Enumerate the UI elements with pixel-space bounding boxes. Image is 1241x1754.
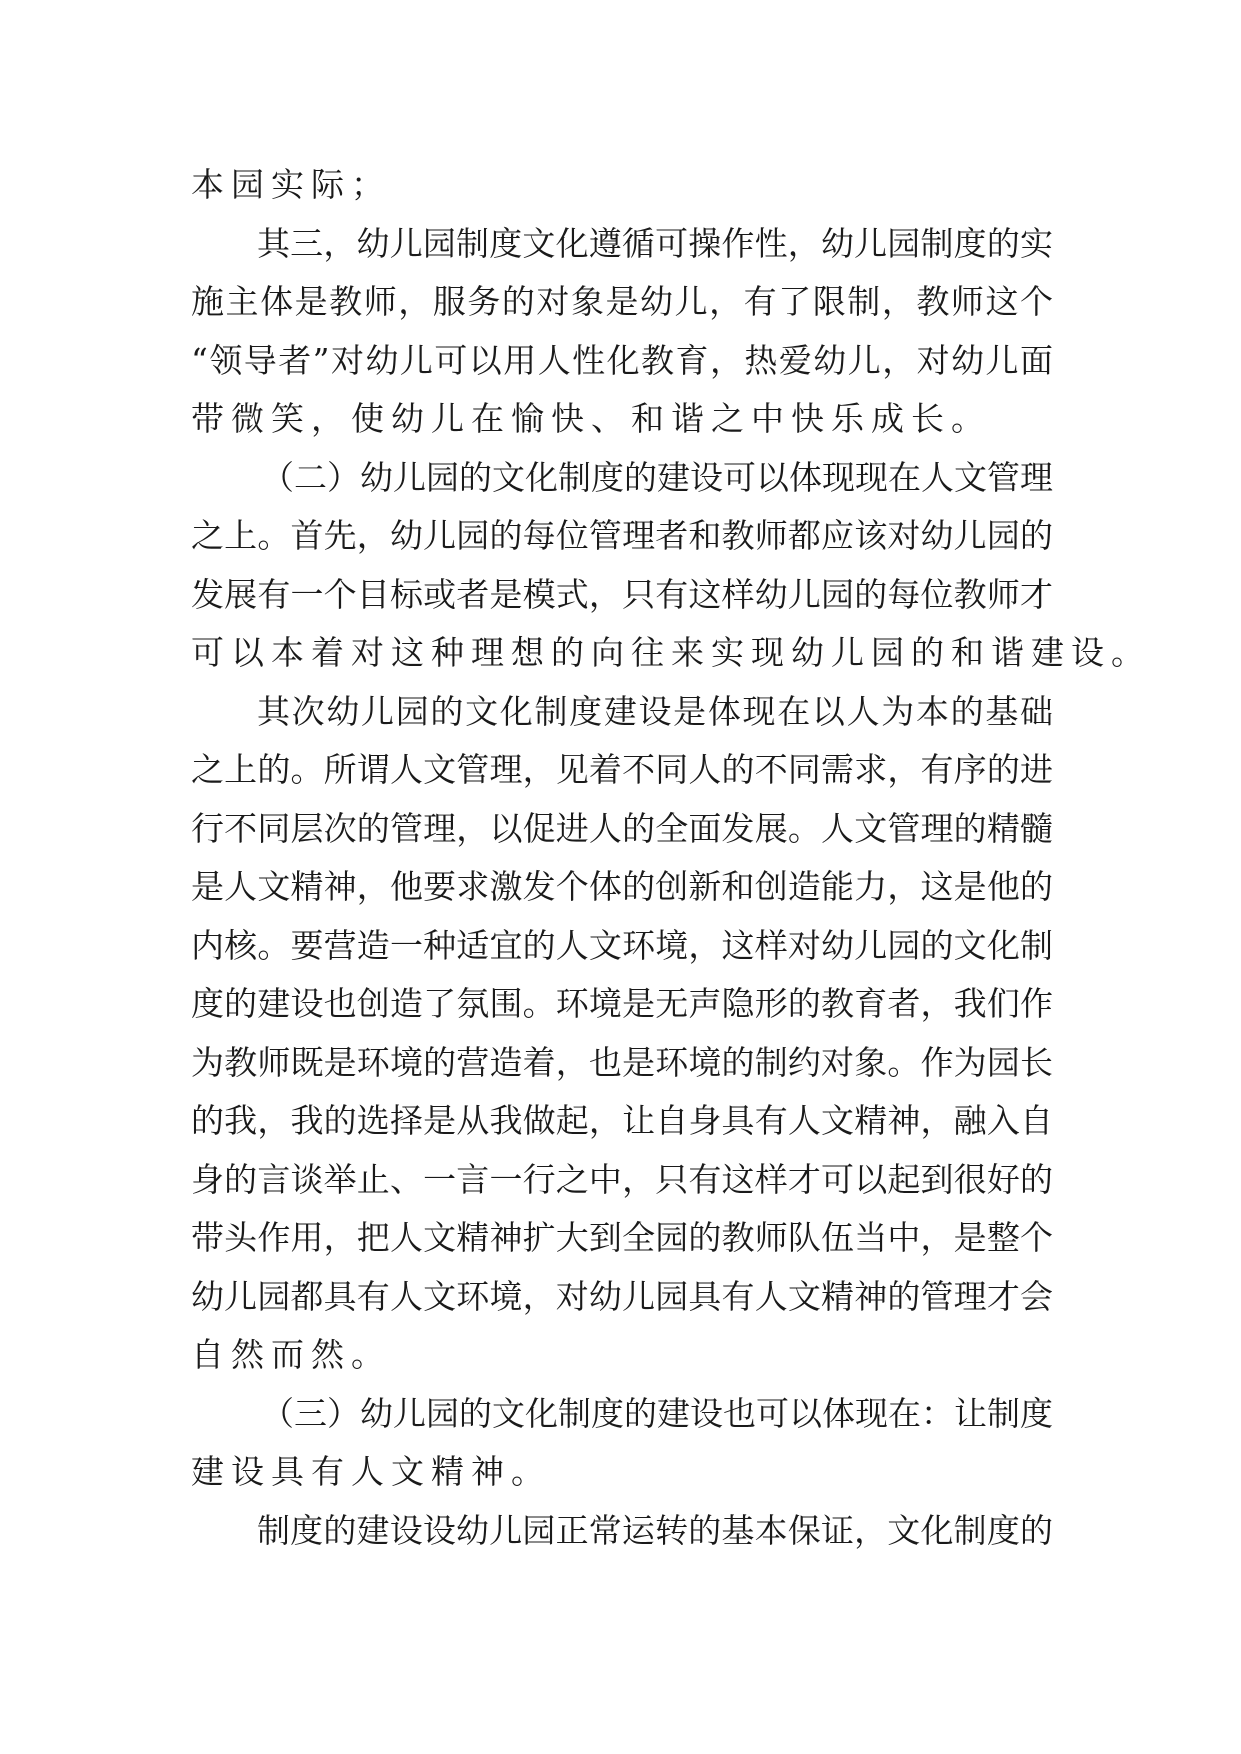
text-line: 之上。首先，幼儿园的每位管理者和教师都应该对幼儿园的 [191, 516, 1053, 555]
text-line: 内核。要营造一种适宜的人文环境，这样对幼儿园的文化制 [191, 925, 1053, 965]
paragraph-6 [191, 1502, 1053, 1561]
text-line: （三）幼儿园的文化制度的建设也可以体现在：让制度 [261, 1393, 1053, 1433]
paragraph-3 [191, 449, 1151, 683]
text-line: 施主体是教师，服务的对象是幼儿，有了限制，教师这个 [191, 282, 1053, 321]
text-line: “领导者”对幼儿可以用人性化教育，热爱幼儿，对幼儿面 [191, 340, 1053, 380]
text-line: 可以本着对这种理想的向往来实现幼儿园的和谐建设。 [191, 633, 1151, 672]
text-line: 发展有一个目标或者是模式，只有这样幼儿园的每位教师才 [191, 574, 1053, 614]
text-line: 其次幼儿园的文化制度建设是体现在以人为本的基础 [257, 691, 1053, 731]
text-line: 建设具有人文精神。 [191, 1452, 551, 1491]
text-line: 的我，我的选择是从我做起，让自身具有人文精神，融入自 [191, 1101, 1053, 1140]
text-line: 度的建设也创造了氛围。环境是无声隐形的教育者，我们作 [191, 984, 1053, 1023]
paragraph-2 [191, 215, 1053, 449]
text-line: （二）幼儿园的文化制度的建设可以体现现在人文管理 [261, 457, 1053, 497]
paragraph-1 [191, 156, 1053, 215]
text-line: 本园实际； [191, 165, 391, 204]
text-line: 是人文精神，他要求激发个体的创新和创造能力，这是他的 [191, 867, 1053, 906]
text-line: 带微笑，使幼儿在愉快、和谐之中快乐成长。 [191, 399, 991, 438]
text-line: 自然而然。 [191, 1335, 391, 1374]
text-line: 制度的建设设幼儿园正常运转的基本保证，文化制度的 [257, 1510, 1053, 1550]
document-body [191, 156, 1151, 1560]
text-line: 为教师既是环境的营造着，也是环境的制约对象。作为园长 [191, 1042, 1053, 1082]
text-line: 身的言谈举止、一言一行之中，只有这样才可以起到很好的 [191, 1159, 1053, 1199]
paragraph-5 [191, 1385, 1053, 1502]
text-line: 带头作用，把人文精神扩大到全园的教师队伍当中，是整个 [191, 1218, 1053, 1257]
text-line: 幼儿园都具有人文环境，对幼儿园具有人文精神的管理才会 [191, 1276, 1053, 1316]
text-line: 行不同层次的管理，以促进人的全面发展。人文管理的精髓 [191, 808, 1053, 848]
text-line: 其三，幼儿园制度文化遵循可操作性，幼儿园制度的实 [257, 223, 1053, 263]
paragraph-4 [191, 683, 1053, 1385]
text-line: 之上的。所谓人文管理，见着不同人的不同需求，有序的进 [191, 750, 1053, 789]
